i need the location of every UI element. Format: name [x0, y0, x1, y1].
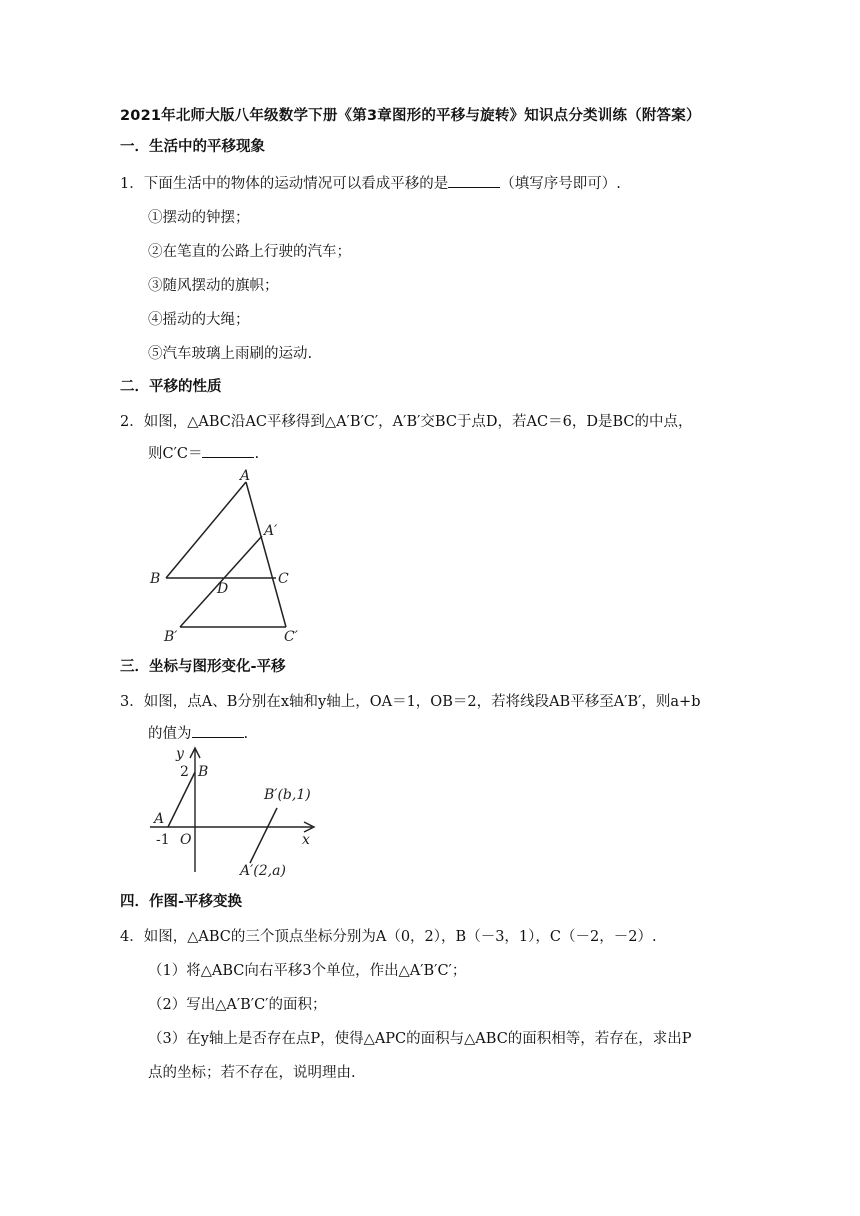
question-4-last-line: 点的坐标；若不存在，说明理由.: [148, 1065, 356, 1081]
option-3: ③随风摆动的旗帜；: [148, 278, 279, 294]
segment-AC-prime: [246, 482, 286, 627]
label-C-prime: C′: [284, 629, 298, 645]
label-C: C: [278, 571, 289, 587]
segment-A-prime-B-prime: [250, 808, 277, 863]
label-B: B: [150, 571, 161, 587]
question-3-text-after: .: [243, 726, 249, 742]
question-3-text: 的值为: [148, 726, 192, 742]
answer-blank-3: [192, 725, 244, 738]
answer-blank-2: [202, 445, 254, 458]
label-A: A: [240, 468, 251, 484]
question-4-part-3: （3）在y轴上是否存在点P，使得△APC的面积与△ABC的面积相等，若存在，求出P: [148, 1031, 692, 1047]
segment-AB: [166, 482, 246, 578]
option-4: ④摇动的大绳；: [148, 312, 250, 328]
label-B-prime: B′: [164, 629, 178, 645]
question-1-text-after: （填写序号即可）.: [500, 176, 621, 192]
tick-label-minus-1: -1: [156, 832, 170, 848]
answer-blank-1: [448, 175, 500, 188]
section-heading-3: 三．坐标与图形变化-平移: [120, 659, 286, 675]
section-heading-4: 四．作图-平移变换: [120, 894, 243, 910]
option-5: ⑤汽车玻璃上雨刷的运动.: [148, 346, 313, 362]
question-2-text-after: .: [254, 446, 260, 462]
question-1-text: 1．下面生活中的物体的运动情况可以看成平移的是: [120, 176, 449, 192]
segment-AB: [168, 772, 195, 827]
document-title: 2021年北师大版八年级数学下册《第3章图形的平移与旋转》知识点分类训练（附答案）: [120, 108, 701, 124]
tick-label-2: 2: [180, 764, 189, 780]
question-4-line-1: 4．如图，△ABC的三个顶点坐标分别为A（0，2），B（－3，1），C（－2，－2）.: [120, 929, 657, 945]
question-2-line-1: 2．如图，△ABC沿AC平移得到△A′B′C′，A′B′交BC于点D，若AC＝6，D是BC的中点，: [120, 414, 693, 430]
question-2-text: 则C′C＝: [148, 446, 203, 462]
label-A: A: [154, 811, 165, 827]
question-3-line-1: 3．如图，点A、B分别在x轴和y轴上，OA＝1，OB＝2，若将线段AB平移至A′B′，则a+b: [120, 694, 701, 710]
question-2-line-2: [148, 442, 259, 463]
option-2: ②在笔直的公路上行驶的汽车；: [148, 244, 351, 260]
label-A-prime: A′(2,a): [240, 863, 286, 877]
question-4-part-1: （1）将△ABC向右平移3个单位，作出△A′B′C′；: [148, 963, 467, 979]
label-D: D: [217, 581, 229, 597]
section-heading-1: 一．生活中的平移现象: [120, 139, 265, 155]
section-heading-2: 二．平移的性质: [120, 379, 222, 395]
option-1: ①摆动的钟摆；: [148, 210, 250, 226]
question-1-stem: [120, 172, 621, 193]
label-B: B: [198, 764, 209, 780]
axis-label-y: y: [176, 746, 184, 762]
label-B-prime: B′(b,1): [264, 787, 311, 803]
axis-label-x: x: [302, 832, 310, 848]
label-O: O: [180, 832, 192, 848]
triangle-translation-figure: [140, 462, 320, 647]
label-A-prime: A′: [264, 523, 278, 539]
coordinate-translation-figure: [140, 742, 325, 877]
question-4-part-2: （2）写出△A′B′C′的面积；: [148, 997, 327, 1013]
question-3-line-2: [148, 722, 248, 743]
